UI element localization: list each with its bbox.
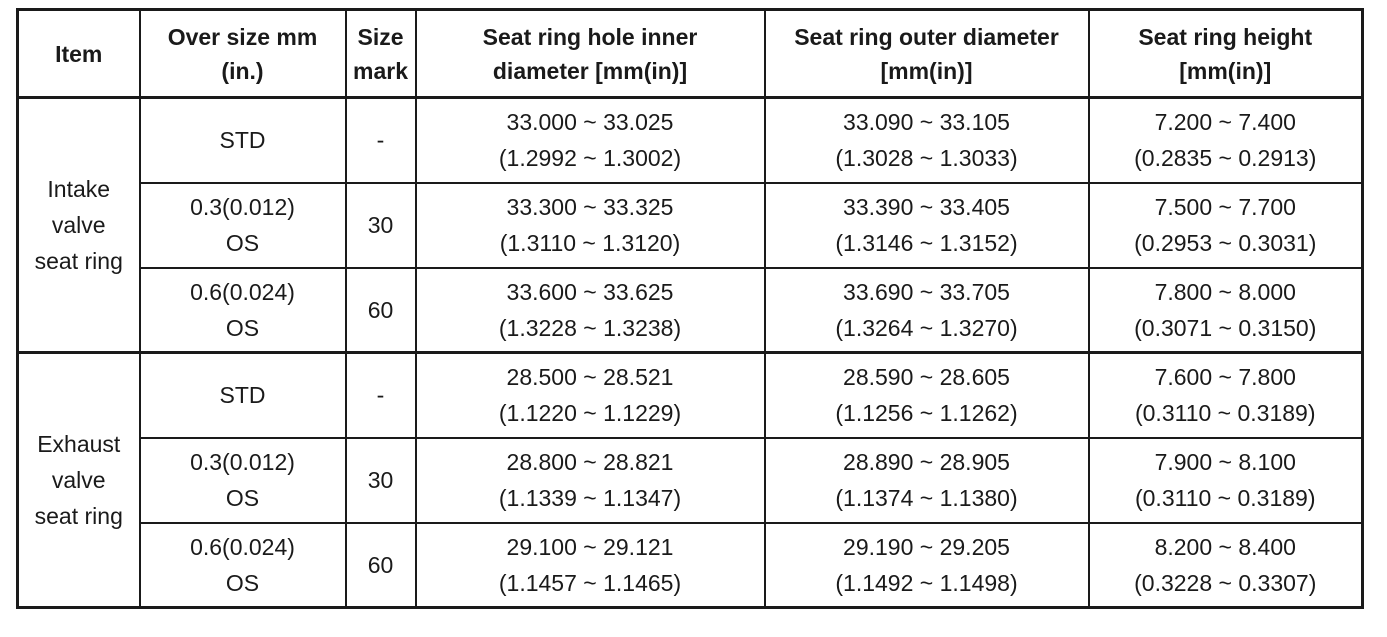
header-outer-line-1: Seat ring outer diameter <box>794 23 1059 50</box>
oversize-line-1: 0.3(0.012) <box>190 194 295 220</box>
group-label-line-1: Exhaust <box>37 431 121 457</box>
hole-inner-diameter-cell <box>416 353 765 438</box>
group-label-line-3: seat ring <box>34 248 123 274</box>
header-height-line-2: [mm(in)] <box>1179 57 1272 84</box>
valve-seat-ring-spec-table <box>16 8 1364 609</box>
header-hole-inner-line-1: Seat ring hole inner <box>482 23 698 50</box>
outer-line-1: 28.890 ~ 28.905 <box>843 449 1010 475</box>
height-cell <box>1089 353 1363 438</box>
header-hole-inner-line-2: diameter [mm(in)] <box>492 57 688 84</box>
header-height-line-1: Seat ring height <box>1138 23 1313 50</box>
table-row <box>18 98 1363 183</box>
height-line-2: (0.2953 ~ 0.3031) <box>1134 230 1317 256</box>
header-outer-line-2: [mm(in)] <box>880 57 973 84</box>
hole-inner-line-2: (1.1457 ~ 1.1465) <box>498 569 682 596</box>
hole-inner-diameter-cell <box>416 98 765 183</box>
height-line-2: (0.3110 ~ 0.3189) <box>1134 400 1316 427</box>
size-mark-value: 30 <box>367 467 394 493</box>
group-label-line-2: valve <box>51 467 106 493</box>
outer-line-2: (1.3264 ~ 1.3270) <box>835 314 1018 341</box>
hole-inner-line-1: 33.600 ~ 33.625 <box>506 278 674 305</box>
table-row <box>18 523 1363 608</box>
header-size-mark-line-1: Size <box>357 23 404 50</box>
size-mark-value: 60 <box>367 296 394 323</box>
outer-line-1: 33.390 ~ 33.405 <box>843 194 1010 220</box>
header-height <box>1089 10 1363 98</box>
hole-inner-line-2: (1.1339 ~ 1.1347) <box>498 485 682 511</box>
outer-line-2: (1.1374 ~ 1.1380) <box>835 485 1018 511</box>
header-outer-diameter <box>765 10 1089 98</box>
outer-line-1: 33.090 ~ 33.105 <box>843 109 1010 136</box>
header-item-line: Item <box>55 40 103 67</box>
height-line-2: (0.3110 ~ 0.3189) <box>1134 485 1316 511</box>
size-mark-cell <box>346 98 416 183</box>
outer-line-2: (1.1492 ~ 1.1498) <box>835 569 1018 596</box>
height-cell <box>1089 98 1363 183</box>
hole-inner-line-2: (1.3228 ~ 1.3238) <box>498 314 682 341</box>
height-line-1: 7.800 ~ 8.000 <box>1154 278 1296 305</box>
hole-inner-line-1: 28.500 ~ 28.521 <box>506 364 674 391</box>
outer-diameter-cell <box>765 98 1089 183</box>
header-size-mark-line-2: mark <box>353 57 408 84</box>
oversize-line-2: OS <box>225 314 260 341</box>
height-cell <box>1089 268 1363 353</box>
height-line-2: (0.3228 ~ 0.3307) <box>1134 569 1317 596</box>
size-mark-cell <box>346 268 416 353</box>
header-item <box>18 10 140 98</box>
oversize-line-1: 0.6(0.024) <box>190 278 295 305</box>
oversize-line-2: OS <box>225 485 260 511</box>
table-row <box>18 353 1363 438</box>
header-oversize-line-1: Over size mm <box>167 23 318 50</box>
height-cell <box>1089 438 1363 523</box>
outer-line-2: (1.1256 ~ 1.1262) <box>835 400 1018 427</box>
outer-diameter-cell <box>765 268 1089 353</box>
hole-inner-line-2: (1.3110 ~ 1.3120) <box>499 230 681 256</box>
outer-line-1: 29.190 ~ 29.205 <box>843 533 1010 560</box>
size-mark-cell <box>346 183 416 268</box>
oversize-cell <box>140 353 346 438</box>
hole-inner-diameter-cell <box>416 183 765 268</box>
header-oversize <box>140 10 346 98</box>
hole-inner-line-2: (1.2992 ~ 1.3002) <box>498 145 682 172</box>
hole-inner-line-1: 33.300 ~ 33.325 <box>506 194 674 220</box>
height-cell <box>1089 183 1363 268</box>
height-line-1: 7.500 ~ 7.700 <box>1154 194 1296 220</box>
group-label-line-1: Intake <box>47 176 111 202</box>
hole-inner-diameter-cell <box>416 438 765 523</box>
height-line-1: 7.600 ~ 7.800 <box>1154 364 1296 391</box>
oversize-line-1: 0.3(0.012) <box>190 449 295 475</box>
height-line-2: (0.2835 ~ 0.2913) <box>1134 145 1317 172</box>
oversize-cell <box>140 183 346 268</box>
table-row <box>18 438 1363 523</box>
outer-diameter-cell <box>765 438 1089 523</box>
outer-line-1: 28.590 ~ 28.605 <box>843 364 1010 391</box>
group-label-line-3: seat ring <box>34 503 123 529</box>
oversize-cell <box>140 268 346 353</box>
height-line-1: 8.200 ~ 8.400 <box>1154 533 1296 560</box>
outer-diameter-cell <box>765 523 1089 608</box>
hole-inner-diameter-cell <box>416 268 765 353</box>
table-row <box>18 183 1363 268</box>
height-line-1: 7.900 ~ 8.100 <box>1154 449 1296 475</box>
hole-inner-line-1: 29.100 ~ 29.121 <box>506 533 674 560</box>
height-line-2: (0.3071 ~ 0.3150) <box>1134 314 1317 341</box>
group-label-line-2: valve <box>51 212 106 238</box>
outer-diameter-cell <box>765 353 1089 438</box>
hole-inner-diameter-cell <box>416 523 765 608</box>
oversize-cell <box>140 523 346 608</box>
hole-inner-line-1: 28.800 ~ 28.821 <box>506 449 674 475</box>
header-hole-inner-diameter <box>416 10 765 98</box>
header-oversize-line-2: (in.) <box>221 57 264 84</box>
size-mark-cell <box>346 353 416 438</box>
oversize-line-1: 0.6(0.024) <box>190 533 295 560</box>
group-label-cell <box>18 98 140 353</box>
height-cell <box>1089 523 1363 608</box>
hole-inner-line-1: 33.000 ~ 33.025 <box>506 109 674 136</box>
size-mark-cell <box>346 523 416 608</box>
size-mark-value: - <box>376 382 385 409</box>
outer-line-2: (1.3028 ~ 1.3033) <box>835 145 1018 172</box>
size-mark-value: 30 <box>367 212 394 238</box>
outer-diameter-cell <box>765 183 1089 268</box>
group-label-cell <box>18 353 140 608</box>
height-line-1: 7.200 ~ 7.400 <box>1154 109 1296 136</box>
hole-inner-line-2: (1.1220 ~ 1.1229) <box>498 400 682 427</box>
table-row <box>18 268 1363 353</box>
outer-line-2: (1.3146 ~ 1.3152) <box>835 230 1018 256</box>
outer-line-1: 33.690 ~ 33.705 <box>843 278 1010 305</box>
size-mark-value: - <box>376 127 385 154</box>
oversize-line-1: STD <box>219 127 266 154</box>
oversize-cell <box>140 438 346 523</box>
oversize-line-2: OS <box>225 230 260 256</box>
oversize-line-1: STD <box>219 382 266 409</box>
oversize-cell <box>140 98 346 183</box>
size-mark-cell <box>346 438 416 523</box>
oversize-line-2: OS <box>225 569 260 596</box>
size-mark-value: 60 <box>367 551 394 578</box>
header-size-mark <box>346 10 416 98</box>
table-body <box>18 98 1363 608</box>
table-header-row <box>18 10 1363 98</box>
